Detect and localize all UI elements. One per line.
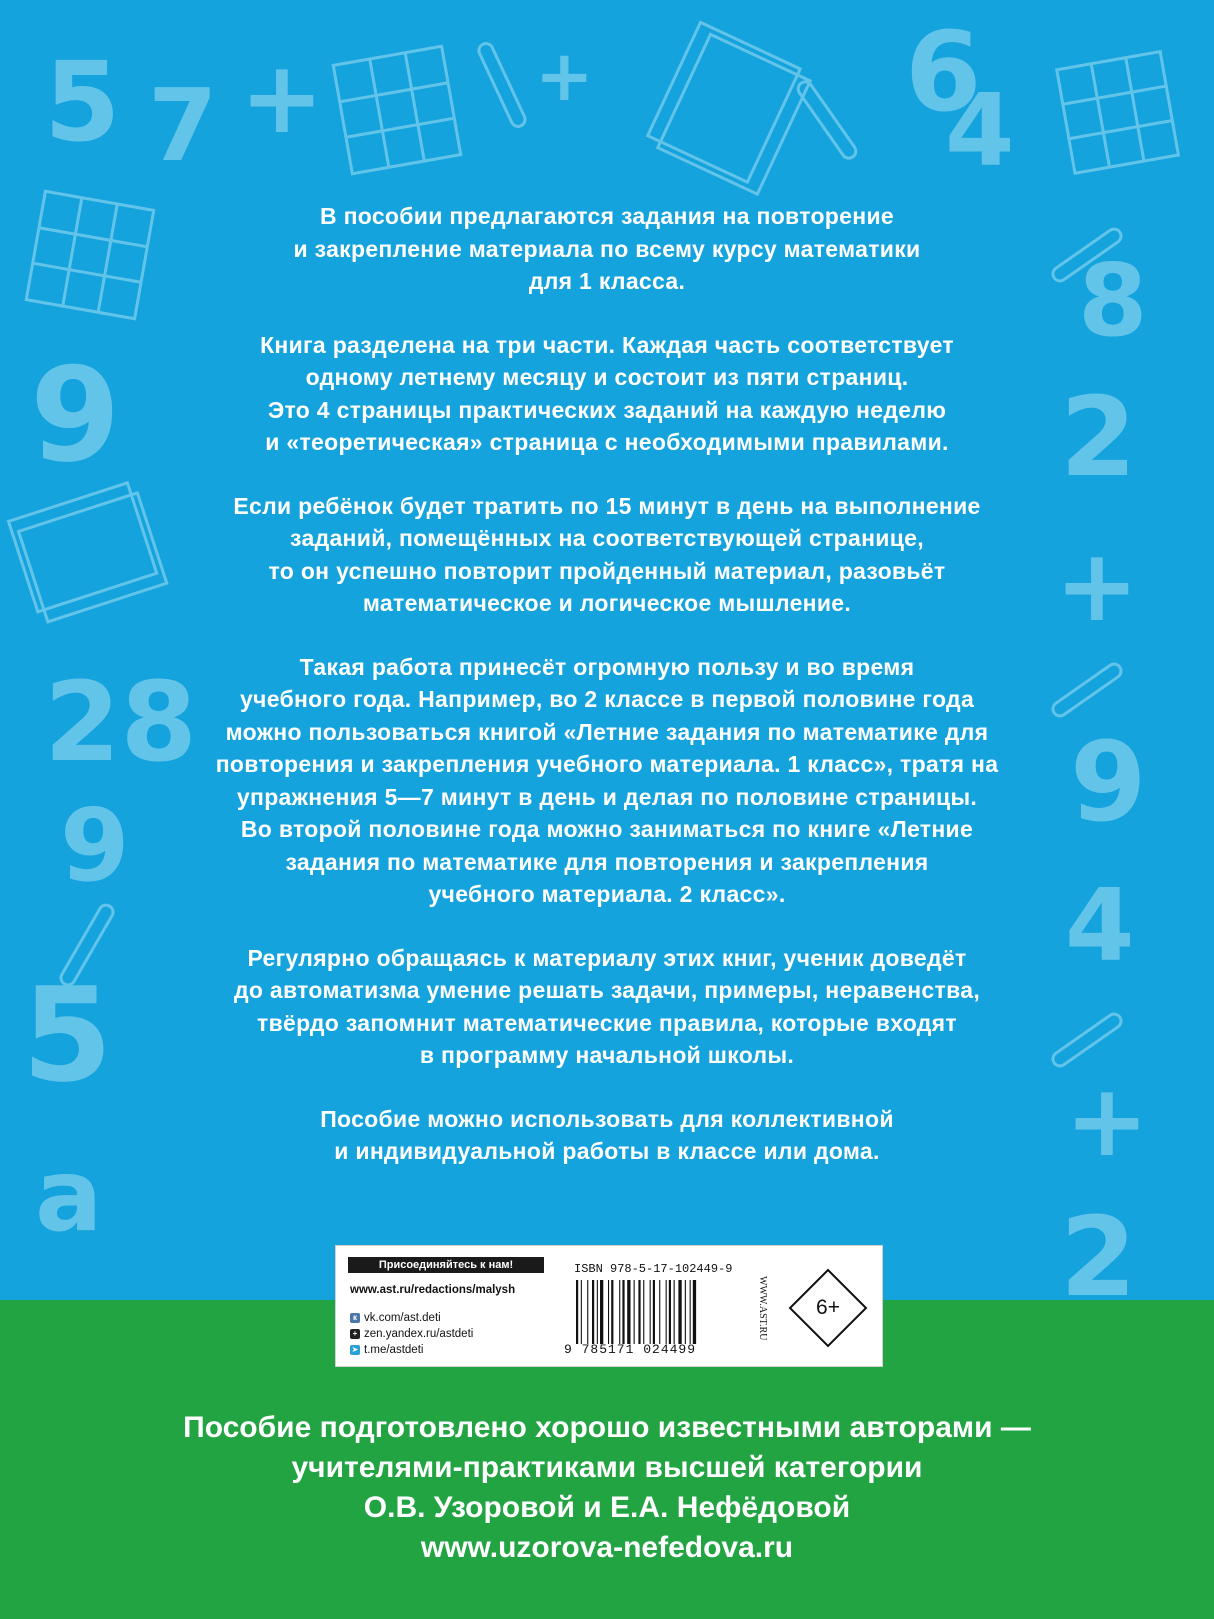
svg-text:8: 8 <box>1078 242 1148 359</box>
paragraph-benefits: Регулярно обращаясь к материалу этих книг, ученик доведёт до автоматизма умение решать задачи, примеры, неравенства, твёрдо запомнит математические правила, которые входят в программу начальной школы. <box>233 944 981 1068</box>
age-rating-badge <box>788 1268 868 1348</box>
svg-text:5: 5 <box>22 959 113 1111</box>
svg-text:28: 28 <box>44 658 198 786</box>
paragraph-usage: Пособие можно использовать для коллективной и индивидуальной работы в классе или дома. <box>320 1105 894 1164</box>
zen-icon: + <box>350 1329 360 1339</box>
svg-text:+: + <box>1065 1062 1149 1179</box>
vertical-site-text: WWW.AST.RU <box>757 1275 768 1341</box>
join-us-label: Присоединяйтесь к нам! <box>348 1257 544 1273</box>
svg-text:+: + <box>535 35 594 117</box>
social-link-zen[interactable] <box>350 1326 473 1342</box>
svg-text:6: 6 <box>905 8 982 136</box>
footer-line-1: Пособие подготовлено хорошо известными авторами — <box>183 1411 1031 1444</box>
svg-text:2: 2 <box>1060 373 1137 501</box>
svg-text:2: 2 <box>1060 1193 1137 1300</box>
isbn-number: ISBN 978-5-17-102449-9 <box>574 1262 733 1276</box>
svg-text:9: 9 <box>60 787 130 904</box>
svg-text:+: + <box>240 39 324 156</box>
social-link-text: zen.yandex.ru/astdeti <box>364 1328 474 1340</box>
svg-text:9: 9 <box>1070 718 1147 846</box>
footer-line-3: О.В. Узоровой и Е.А. Нефёдовой <box>363 1491 851 1524</box>
social-link-vk[interactable] <box>350 1310 473 1326</box>
telegram-icon: ➤ <box>351 1345 359 1354</box>
footer-line-2: учителями-практиками высшей категории <box>291 1451 923 1484</box>
svg-text:a: a <box>35 1137 103 1254</box>
footer-authors-site[interactable]: www.uzorova-nefedova.ru <box>420 1531 794 1564</box>
publisher-barcode-panel <box>335 1245 883 1367</box>
age-rating-label: 6+ <box>816 1296 840 1319</box>
barcode-digits: 9 785171 024499 <box>564 1342 697 1357</box>
svg-text:9: 9 <box>30 339 121 491</box>
isbn-barcode <box>574 1280 738 1344</box>
paragraph-structure: Книга разделена на три части. Каждая часть соответствует одному летнему месяцу и состоит из пяти страниц. Это 4 страницы практических заданий на каждую неделю и «теоретическая» страница с необходимыми правилами. <box>260 331 954 455</box>
svg-text:5: 5 <box>44 38 121 166</box>
social-link-text: vk.com/ast.deti <box>364 1312 441 1324</box>
social-link-telegram[interactable] <box>350 1342 473 1358</box>
svg-text:+: + <box>1055 527 1139 644</box>
vk-icon: к <box>350 1313 360 1323</box>
paragraph-intro: В пособии предлагаются задания на повторение и закрепление материала по всему курсу математики для 1 класса. <box>293 203 921 294</box>
svg-text:4: 4 <box>945 72 1015 189</box>
publisher-site-link[interactable]: www.ast.ru/redactions/malysh <box>350 1284 516 1296</box>
svg-text:7: 7 <box>148 67 218 184</box>
svg-text:4: 4 <box>1065 867 1135 984</box>
paragraph-school-year: Такая работа принесёт огромную пользу и во время учебного года. Например, во 2 классе в первой половине года можно пользоваться книгой «Летние задания по математике для повторения и закрепления учебного материала. 1 класс», тратя на упражнения 5—7 минут в день и делая по половине страницы. Во второй половине года можно заниматься по книге «Летние задания по математике для повторения и закрепления учебного материала. 2 класс». <box>215 653 999 907</box>
description-text <box>150 200 1064 1199</box>
social-link-text: t.me/astdeti <box>364 1344 424 1356</box>
paragraph-daily-practice: Если ребёнок будет тратить по 15 минут в день на выполнение заданий, помещённых на соответствующей странице, то он успешно повторит пройденный материал, разовьёт математическое и логическое мышление. <box>233 492 981 616</box>
authors-footer <box>0 1408 1214 1568</box>
social-links <box>350 1310 473 1358</box>
